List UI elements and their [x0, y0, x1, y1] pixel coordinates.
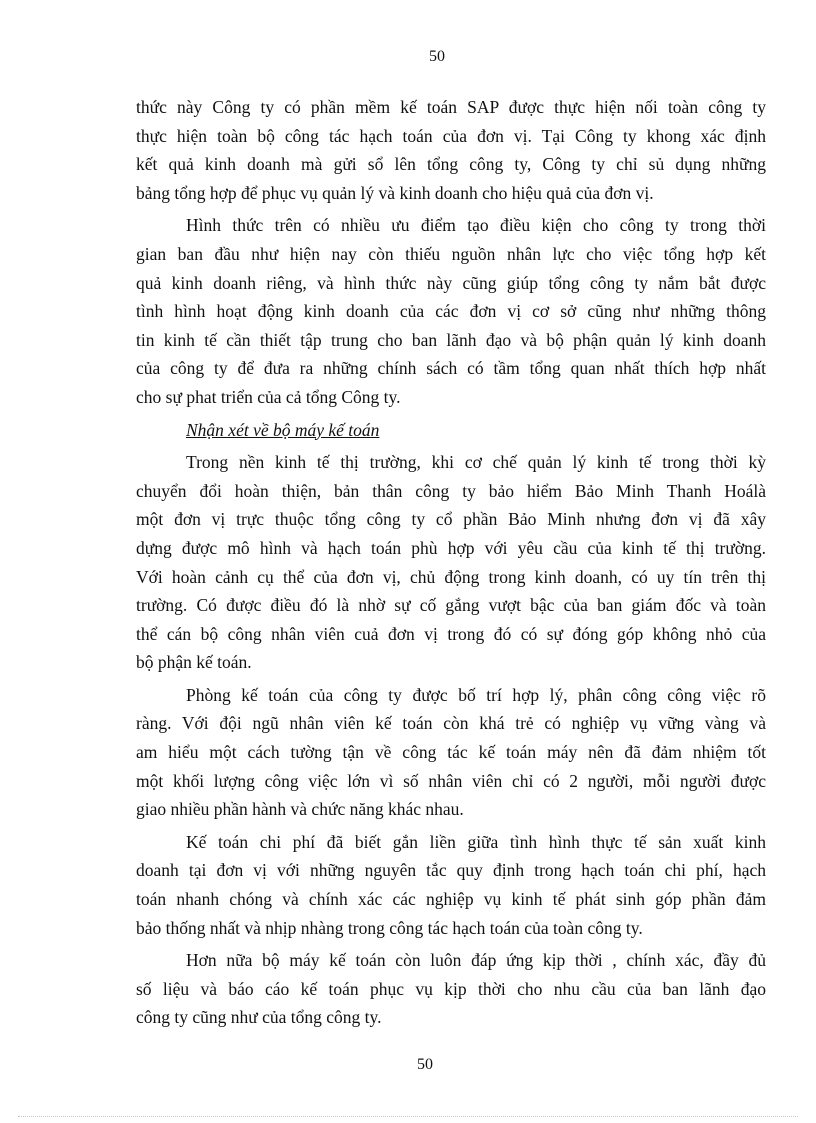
paragraph-2 — [136, 211, 766, 411]
text-line: am hiểu một cách tường tận về công tác kế toán máy nên đã đảm nhiệm tốt — [136, 742, 766, 763]
text-line: doanh tại đơn vị với những nguyên tắc quy định trong hạch toán chi phí, hạch — [136, 860, 766, 881]
text-line: công ty cũng như của tổng công ty. — [136, 1007, 382, 1028]
text-line: giao nhiều phần hành và chức năng khác nhau. — [136, 799, 464, 820]
text-line: trường. Có được điều đó là nhờ sự cố gắng vượt bậc của ban giám đốc và toàn — [136, 595, 766, 616]
text-line: gian ban đầu như hiện nay còn thiếu nguồn nhân lực cho việc tổng hợp kết — [136, 243, 766, 264]
text-line: Kế toán chi phí đã biết gắn liền giữa tình hình thực tế sản xuất kinh — [186, 831, 766, 852]
text-line: Phòng kế toán của công ty được bố trí hợp lý, phân công công việc rõ — [186, 684, 766, 705]
text-line: toán nhanh chóng và chính xác các nghiệp vụ kinh tế phát sinh góp phần đảm — [136, 889, 766, 910]
document-body — [136, 93, 766, 1036]
text-line: thức này Công ty có phần mềm kế toán SAP được thực hiện nối toàn công ty — [136, 97, 766, 117]
text-line: Hơn nữa bộ máy kế toán còn luôn đáp ứng kịp thời , chính xác, đầy đủ — [186, 950, 766, 971]
text-line: Hình thức trên có nhiều ưu điểm tạo điều kiện cho công ty trong thời — [186, 215, 766, 236]
paragraph-1 — [136, 93, 766, 207]
paragraph-5 — [136, 828, 766, 942]
text-line: một khối lượng công việc lớn vì số nhân viên chỉ có 2 người, mỗi người được — [136, 770, 766, 791]
text-line: bảng tổng hợp để phục vụ quản lý và kinh doanh cho hiệu quả của đơn vị. — [136, 182, 654, 203]
section-heading: Nhận xét về bộ máy kế toán — [186, 419, 380, 440]
text-line: một đơn vị trực thuộc tổng công ty cổ phần Bảo Minh nhưng đơn vị đã xây — [136, 509, 766, 530]
text-line: quả kinh doanh riêng, và hình thức này cũng giúp tổng công ty nắm bắt được — [136, 272, 766, 293]
page-number-top: 50 — [429, 48, 445, 65]
paragraph-4 — [136, 681, 766, 824]
paragraph-3 — [136, 448, 766, 677]
text-line: bộ phận kế toán. — [136, 652, 252, 673]
text-line: Trong nền kinh tế thị trường, khi cơ chế quản lý kinh tế trong thời kỳ — [186, 452, 766, 473]
paragraph-6 — [136, 946, 766, 1032]
page-number-bottom: 50 — [417, 1056, 433, 1073]
text-line: tin kinh tế cần thiết tập trung cho ban lãnh đạo và bộ phận quản lý kinh doanh — [136, 329, 766, 350]
text-line: tình hình hoạt động kinh doanh của các đơn vị cơ sở cũng như những thông — [136, 301, 766, 322]
text-line: thể cán bộ công nhân viên cuả đơn vị trong đó có sự đóng góp không nhỏ của — [136, 623, 766, 644]
text-line: số liệu và báo cáo kế toán phục vụ kịp thời cho nhu cầu của ban lãnh đạo — [136, 978, 766, 999]
text-line: Với hoàn cảnh cụ thể của đơn vị, chủ động trong kinh doanh, có uy tín trên thị — [136, 566, 766, 587]
text-line: cho sự phat triển của cả tổng Công ty. — [136, 386, 401, 407]
text-line: thực hiện toàn bộ công tác hạch toán của đơn vị. Tại Công ty khong xác định — [136, 125, 766, 146]
text-line: của công ty để đưa ra những chính sách có tầm tổng quan nhất thích hợp nhất — [136, 358, 766, 379]
page-bottom-divider — [18, 1116, 798, 1117]
text-line: ràng. Với đội ngũ nhân viên kế toán còn khá trẻ có nghiệp vụ vững vàng và — [136, 713, 766, 734]
text-line: chuyển đổi hoàn thiện, bản thân công ty bảo hiểm Bảo Minh Thanh Hoálà — [136, 480, 766, 501]
text-line: dựng được mô hình và hạch toán phù hợp với yêu cầu của kinh tế thị trường. — [136, 537, 766, 558]
text-line: kết quả kinh doanh mà gửi sổ lên tổng công ty, Công ty chỉ sủ dụng những — [136, 154, 766, 175]
text-line: bảo thống nhất và nhịp nhàng trong công tác hạch toán của toàn công ty. — [136, 917, 643, 938]
